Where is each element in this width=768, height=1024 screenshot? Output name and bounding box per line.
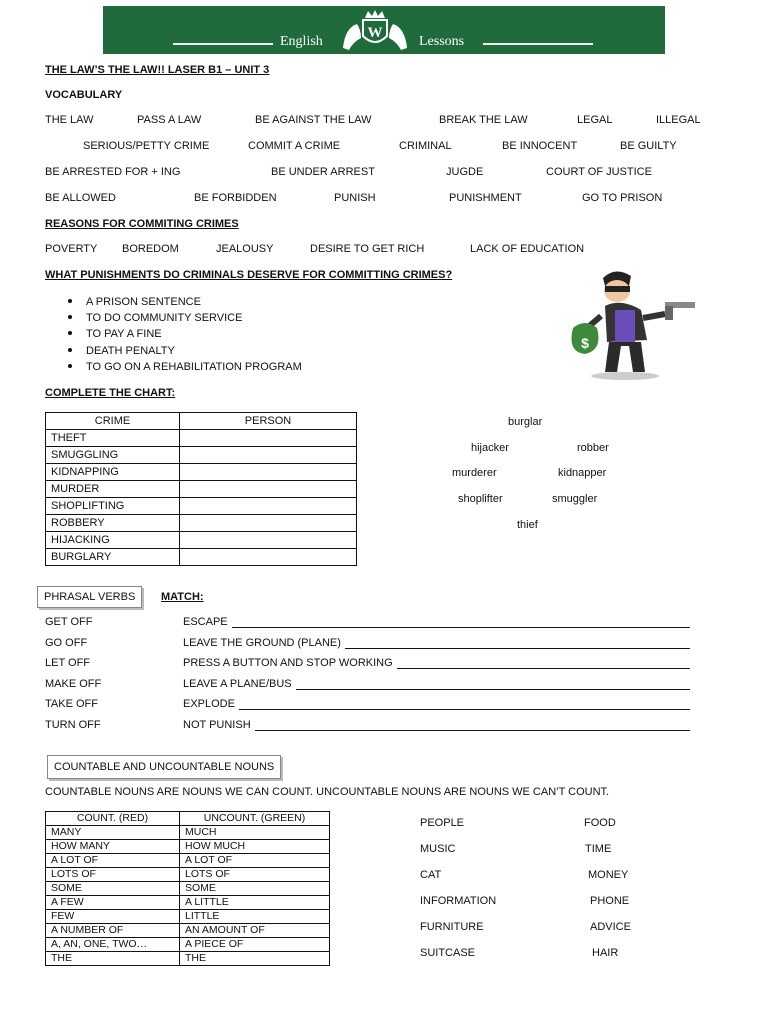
vocab-item: GO TO PRISON bbox=[582, 192, 663, 204]
phrasal-verb: TURN OFF bbox=[45, 719, 101, 731]
table-row bbox=[46, 498, 357, 515]
noun-word: PEOPLE bbox=[420, 817, 465, 829]
noun-word: INFORMATION bbox=[420, 895, 497, 907]
vocab-item: BE ARRESTED FOR + ING bbox=[45, 166, 181, 178]
list-item: TO DO COMMUNITY SERVICE bbox=[68, 310, 302, 326]
reason-item: BOREDOM bbox=[122, 243, 179, 255]
reason-item: JEALOUSY bbox=[216, 243, 274, 255]
match-heading: MATCH: bbox=[161, 591, 204, 603]
table-row bbox=[46, 515, 357, 532]
bullet-icon bbox=[68, 364, 72, 368]
noun-word: MONEY bbox=[588, 869, 629, 881]
person-word: kidnapper bbox=[558, 467, 607, 479]
table-row bbox=[46, 481, 357, 498]
person-word: murderer bbox=[452, 467, 497, 479]
meaning-row bbox=[183, 678, 690, 690]
phrasal-verb: LET OFF bbox=[45, 657, 91, 669]
vocab-item: BE ALLOWED bbox=[45, 192, 116, 204]
nouns-definition: COUNTABLE NOUNS ARE NOUNS WE CAN COUNT. UNCOUNTABLE NOUNS ARE NOUNS WE CAN’T COUNT. bbox=[45, 786, 610, 798]
table-row: A, AN, ONE, TWO… A PIECE OF bbox=[46, 938, 330, 952]
noun-word: MUSIC bbox=[420, 843, 456, 855]
person-answer-cell[interactable] bbox=[180, 498, 357, 515]
banner-rule-right bbox=[483, 43, 593, 45]
person-word: robber bbox=[577, 442, 609, 454]
bullet-icon bbox=[68, 315, 72, 319]
table-row bbox=[46, 430, 357, 447]
person-answer-cell[interactable] bbox=[180, 515, 357, 532]
noun-word: PHONE bbox=[590, 895, 630, 907]
crime-cell: MURDER bbox=[46, 481, 180, 498]
vocab-item: CRIMINAL bbox=[399, 140, 452, 152]
crime-cell: KIDNAPPING bbox=[46, 464, 180, 481]
person-word: burglar bbox=[508, 416, 543, 428]
crime-chart-table bbox=[45, 412, 357, 566]
vocab-item: BE FORBIDDEN bbox=[194, 192, 277, 204]
answer-blank[interactable] bbox=[397, 657, 690, 669]
noun-word: ADVICE bbox=[590, 921, 631, 933]
page-title: THE LAW’S THE LAW!! LASER B1 – UNIT 3 bbox=[45, 64, 270, 76]
crime-cell: BURGLARY bbox=[46, 549, 180, 566]
meaning-text: ESCAPE bbox=[183, 616, 228, 628]
reasons-heading: REASONS FOR COMMITING CRIMES bbox=[45, 218, 239, 230]
table-row: HOW MANY HOW MUCH bbox=[46, 840, 330, 854]
person-answer-cell[interactable] bbox=[180, 430, 357, 447]
meaning-text: LEAVE THE GROUND (PLANE) bbox=[183, 637, 341, 649]
person-answer-cell[interactable] bbox=[180, 549, 357, 566]
table-row bbox=[46, 549, 357, 566]
vocab-item: SERIOUS/PETTY CRIME bbox=[83, 140, 210, 152]
count-uncount-table bbox=[45, 811, 330, 966]
table-row bbox=[46, 532, 357, 549]
person-word: smuggler bbox=[552, 493, 598, 505]
column-header-crime: CRIME bbox=[46, 413, 180, 430]
person-answer-cell[interactable] bbox=[180, 464, 357, 481]
person-word: thief bbox=[517, 519, 538, 531]
list-item: A PRISON SENTENCE bbox=[68, 294, 302, 310]
reason-item: LACK OF EDUCATION bbox=[470, 243, 585, 255]
column-header-person: PERSON bbox=[180, 413, 357, 430]
vocabulary-label: VOCABULARY bbox=[45, 89, 123, 101]
vocab-item: BREAK THE LAW bbox=[439, 114, 528, 126]
vocab-item: BE GUILTY bbox=[620, 140, 677, 152]
table-row: FEW LITTLE bbox=[46, 910, 330, 924]
vocab-item: JUGDE bbox=[446, 166, 484, 178]
vocab-item: PUNISHMENT bbox=[449, 192, 522, 204]
table-row: LOTS OF LOTS OF bbox=[46, 868, 330, 882]
person-answer-cell[interactable] bbox=[180, 532, 357, 549]
vocab-item: BE AGAINST THE LAW bbox=[255, 114, 372, 126]
phrasal-verbs-box: PHRASAL VERBS bbox=[37, 586, 142, 608]
crime-cell: SHOPLIFTING bbox=[46, 498, 180, 515]
phrasal-verb: GO OFF bbox=[45, 637, 88, 649]
crime-cell: ROBBERY bbox=[46, 515, 180, 532]
table-row: A NUMBER OF AN AMOUNT OF bbox=[46, 924, 330, 938]
punishments-list bbox=[68, 294, 302, 375]
person-word: shoplifter bbox=[458, 493, 503, 505]
vocab-item: PASS A LAW bbox=[137, 114, 202, 126]
list-item: TO PAY A FINE bbox=[68, 326, 302, 342]
person-answer-cell[interactable] bbox=[180, 481, 357, 498]
meaning-row bbox=[183, 719, 690, 731]
table-row bbox=[46, 447, 357, 464]
vocab-item: COURT OF JUSTICE bbox=[546, 166, 652, 178]
person-answer-cell[interactable] bbox=[180, 447, 357, 464]
answer-blank[interactable] bbox=[255, 719, 690, 731]
noun-word: SUITCASE bbox=[420, 947, 476, 959]
column-header-count: COUNT. (RED) bbox=[46, 812, 180, 826]
table-row bbox=[46, 464, 357, 481]
column-header-uncount: UNCOUNT. (GREEN) bbox=[180, 812, 330, 826]
noun-word: HAIR bbox=[592, 947, 619, 959]
list-item: DEATH PENALTY bbox=[68, 343, 302, 359]
meaning-text: NOT PUNISH bbox=[183, 719, 251, 731]
table-row: A LOT OF A LOT OF bbox=[46, 854, 330, 868]
crest-logo-icon bbox=[335, 8, 415, 54]
table-row: A FEW A LITTLE bbox=[46, 896, 330, 910]
table-row: MANY MUCH bbox=[46, 826, 330, 840]
meaning-row bbox=[183, 657, 690, 669]
vocab-item: COMMIT A CRIME bbox=[248, 140, 341, 152]
crime-cell: THEFT bbox=[46, 430, 180, 447]
reason-item: DESIRE TO GET RICH bbox=[310, 243, 425, 255]
vocab-item: BE UNDER ARREST bbox=[271, 166, 375, 178]
phrasal-verb: GET OFF bbox=[45, 616, 93, 628]
vocab-item: THE LAW bbox=[45, 114, 94, 126]
meaning-row bbox=[183, 616, 690, 628]
list-item: TO GO ON A REHABILITATION PROGRAM bbox=[68, 359, 302, 375]
person-word: hijacker bbox=[471, 442, 509, 454]
answer-blank[interactable] bbox=[296, 678, 690, 690]
bullet-icon bbox=[68, 299, 72, 303]
table-row: SOME SOME bbox=[46, 882, 330, 896]
banner-rule-left bbox=[173, 43, 273, 45]
noun-word: FOOD bbox=[584, 817, 616, 829]
header-banner bbox=[103, 6, 665, 54]
vocab-item: ILLEGAL bbox=[656, 114, 701, 126]
crime-cell: HIJACKING bbox=[46, 532, 180, 549]
crime-cell: SMUGGLING bbox=[46, 447, 180, 464]
punishments-heading: WHAT PUNISHMENTS DO CRIMINALS DESERVE FOR COMMITTING CRIMES? bbox=[45, 269, 453, 281]
meaning-text: PRESS A BUTTON AND STOP WORKING bbox=[183, 657, 393, 669]
noun-word: TIME bbox=[585, 843, 612, 855]
answer-blank[interactable] bbox=[345, 637, 690, 649]
svg-text:$: $ bbox=[581, 335, 589, 351]
vocab-item: PUNISH bbox=[334, 192, 376, 204]
nouns-box: COUNTABLE AND UNCOUNTABLE NOUNS bbox=[47, 755, 281, 779]
phrasal-verb: MAKE OFF bbox=[45, 678, 102, 690]
noun-word: FURNITURE bbox=[420, 921, 484, 933]
chart-heading: COMPLETE THE CHART: bbox=[45, 387, 176, 399]
meaning-text: LEAVE A PLANE/BUS bbox=[183, 678, 292, 690]
vocab-item: LEGAL bbox=[577, 114, 613, 126]
bullet-icon bbox=[68, 348, 72, 352]
vocab-item: BE INNOCENT bbox=[502, 140, 578, 152]
meaning-text: EXPLODE bbox=[183, 698, 235, 710]
table-row: THE THE bbox=[46, 952, 330, 966]
reason-item: POVERTY bbox=[45, 243, 98, 255]
noun-word: CAT bbox=[420, 869, 442, 881]
banner-right-text: Lessons bbox=[419, 34, 465, 49]
answer-blank[interactable] bbox=[239, 698, 690, 710]
meaning-row bbox=[183, 637, 690, 649]
meaning-row bbox=[183, 698, 690, 710]
burglar-illustration-icon bbox=[565, 266, 700, 382]
phrasal-verb: TAKE OFF bbox=[45, 698, 98, 710]
banner-left-text: English bbox=[280, 34, 323, 49]
bullet-icon bbox=[68, 331, 72, 335]
answer-blank[interactable] bbox=[232, 616, 690, 628]
svg-text:W: W bbox=[367, 25, 383, 41]
